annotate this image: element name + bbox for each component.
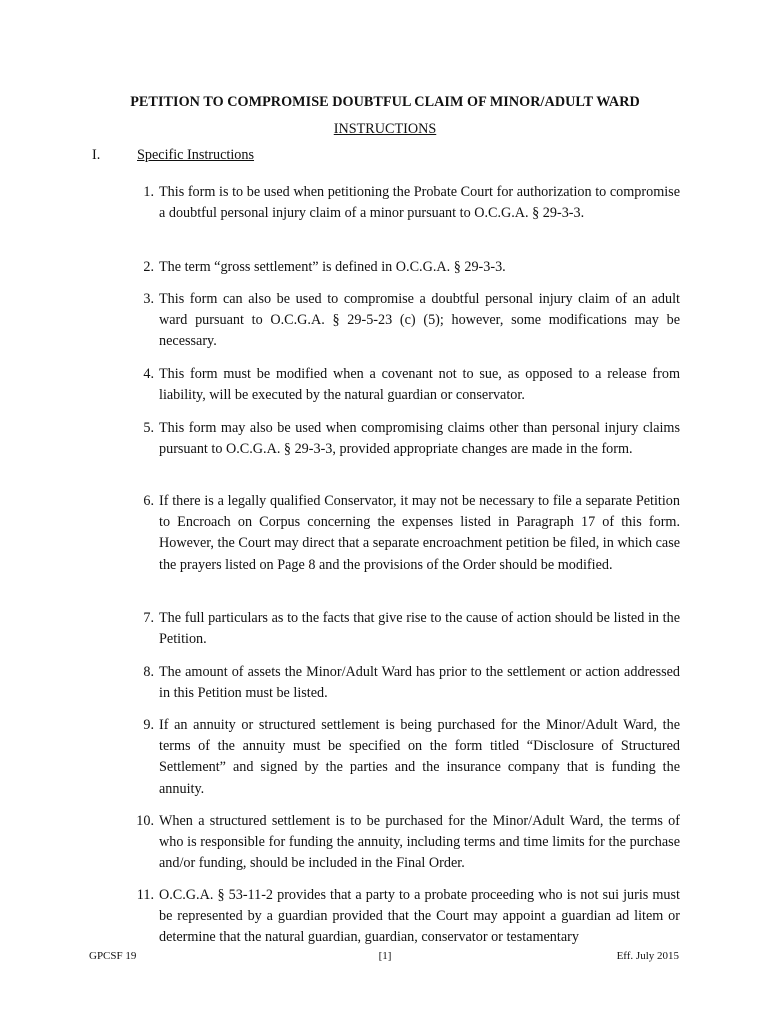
item-number: 11. (136, 887, 154, 903)
item-number: 6. (143, 493, 154, 509)
item-text: The full particulars as to the facts that give rise to the cause of action should be listed in the Petition. (159, 610, 680, 648)
list-item (128, 364, 680, 406)
item-text: This form is to be used when petitioning the Probate Court for authorization to compromise a doubtful personal injury claim of a minor pursuant to O.C.G.A. § 29-3-3. (159, 184, 680, 222)
document-title: PETITION TO COMPROMISE DOUBTFUL CLAIM OF MINOR/ADULT WARD (130, 94, 640, 110)
list-item (128, 491, 680, 576)
document-subtitle: INSTRUCTIONS (333, 121, 437, 137)
list-item (128, 662, 680, 704)
list-item (128, 182, 680, 224)
list-item (128, 289, 680, 353)
item-number: 9. (143, 717, 154, 733)
section-number: I. (92, 147, 101, 163)
item-text: If there is a legally qualified Conservator, it may not be necessary to file a separate Petition to Encroach on Corpus concerning the expenses listed in Paragraph 17 of this form. However, the Court may direct that a separate encroachment petition be filed, in which case the prayers listed on Page 8 and the provisions of the Order should be modified. (159, 493, 681, 573)
item-text: The amount of assets the Minor/Adult Ward has prior to the settlement or action addressed in this Petition must be listed. (159, 664, 680, 702)
item-number: 2. (143, 259, 154, 275)
item-number: 10. (136, 813, 154, 829)
list-item (128, 811, 680, 875)
list-item (128, 257, 680, 278)
item-number: 4. (143, 366, 154, 382)
item-number: 3. (143, 291, 154, 307)
item-text: If an annuity or structured settlement is being purchased for the Minor/Adult Ward, the terms of the annuity must be specified on the form titled “Disclosure of Structured Settlement” and signed by the parties and the insurance company that is funding the annuity. (159, 717, 680, 797)
list-item (128, 715, 680, 800)
item-text: This form can also be used to compromise a doubtful personal injury claim of an adult ward pursuant to O.C.G.A. § 29-5-23 (c) (5); however, some modifications may be necessary. (159, 291, 680, 350)
list-item (128, 885, 680, 949)
item-text: This form may also be used when compromising claims other than personal injury claims pursuant to O.C.G.A. § 29-3-3, provided appropriate changes are made in the form. (159, 420, 680, 458)
footer-form-code: GPCSF 19 (89, 950, 137, 962)
list-item (128, 608, 680, 650)
footer-effective-date: Eff. July 2015 (616, 950, 679, 962)
item-number: 5. (143, 420, 154, 436)
list-item (128, 418, 680, 460)
item-text: O.C.G.A. § 53-11-2 provides that a party to a probate proceeding who is not sui juris must be represented by a guardian provided that the Court may appoint a guardian ad litem or determine that the natural guardian, guardian, conservator or testamentary (159, 887, 680, 946)
item-text: The term “gross settlement” is defined in O.C.G.A. § 29-3-3. (159, 259, 506, 275)
item-number: 7. (143, 610, 154, 626)
item-number: 1. (143, 184, 154, 200)
item-text: This form must be modified when a covenant not to sue, as opposed to a release from liability, will be executed by the natural guardian or conservator. (159, 366, 680, 404)
item-text: When a structured settlement is to be purchased for the Minor/Adult Ward, the terms of who is responsible for funding the annuity, including terms and time limits for the purchase and/or funding, should be included in the Final Order. (159, 813, 680, 872)
section-title: Specific Instructions (137, 147, 255, 163)
footer-page-number: [1] (378, 950, 392, 962)
item-number: 8. (143, 664, 154, 680)
